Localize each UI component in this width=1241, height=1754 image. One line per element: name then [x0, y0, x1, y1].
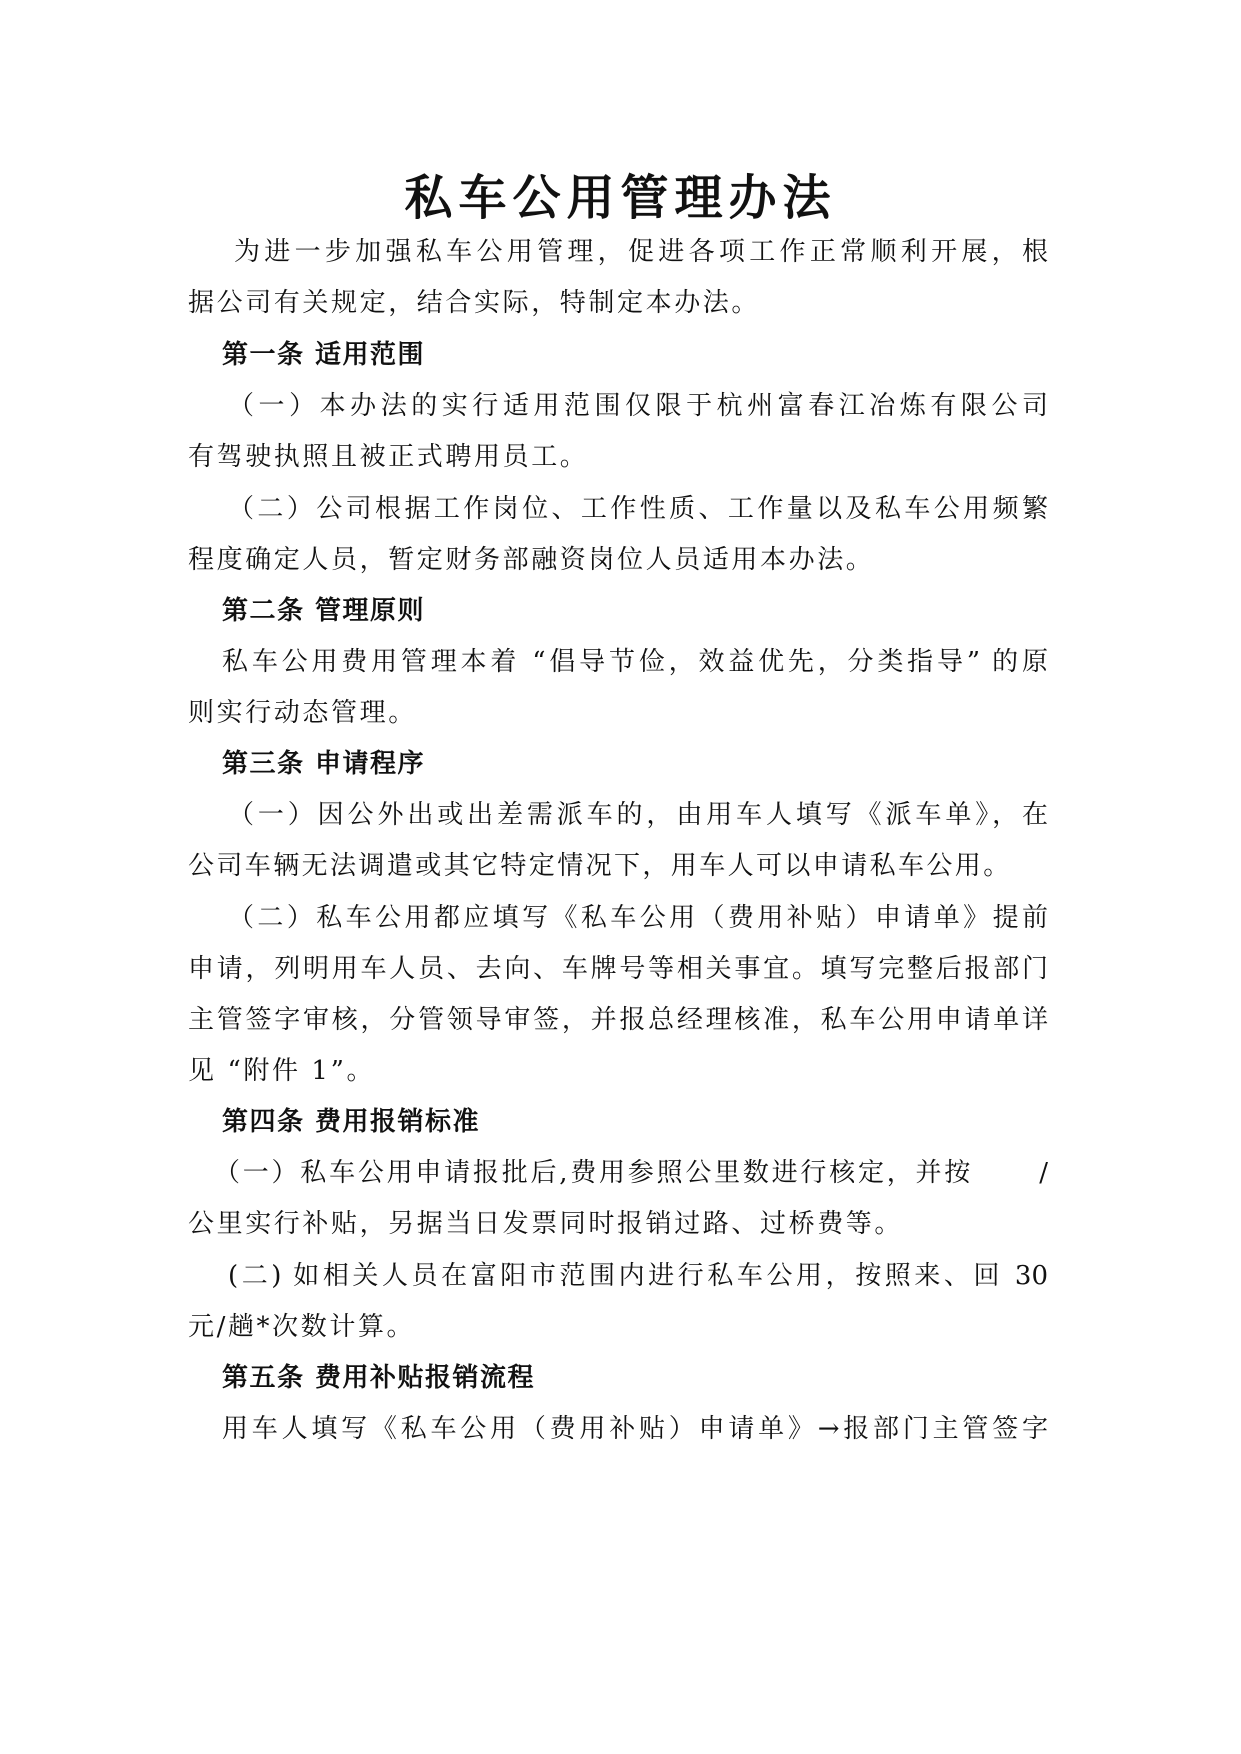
- article1-p1-line-1: （一）本办法的实行适用范围仅限于杭州富春江冶炼有限公司: [228, 391, 1048, 421]
- article4-p2-line-2: 元/趟*次数计算。: [188, 1312, 416, 1342]
- article3-p2-line-2: 申请，列明用车人员、去向、车牌号等相关事宜。填写完整后报部门: [188, 954, 1048, 984]
- article1-p2-line-1: （二）公司根据工作岗位、工作性质、工作量以及私车公用频繁: [228, 494, 1048, 524]
- article4-p1-line-2: 公里实行补贴，另据当日发票同时报销过路、过桥费等。: [188, 1209, 904, 1239]
- article1-heading: 第一条 适用范围: [222, 340, 426, 370]
- intro-line-1: 为进一步加强私车公用管理，促进各项工作正常顺利开展，根: [234, 237, 1048, 267]
- article4-p1-line-1: （一）私车公用申请报批后,费用参照公里数进行核定，并按 /: [214, 1158, 1048, 1188]
- document-title: 私车公用管理办法: [404, 170, 837, 226]
- article3-heading: 第三条 申请程序: [222, 749, 426, 779]
- intro-line-2: 据公司有关规定，结合实际，特制定本办法。: [188, 288, 761, 318]
- article2-heading: 第二条 管理原则: [222, 596, 426, 626]
- article3-p2-line-3: 主管签字审核，分管领导审签，并报总经理核准，私车公用申请单详: [188, 1005, 1048, 1035]
- article2-p1-line-2: 则实行动态管理。: [188, 698, 417, 728]
- article1-p1-line-2: 有驾驶执照且被正式聘用员工。: [188, 442, 589, 472]
- article5-p1-line-1: 用车人填写《私车公用（费用补贴）申请单》→报部门主管签字: [222, 1414, 1048, 1444]
- article3-p1-line-2: 公司车辆无法调遣或其它特定情况下，用车人可以申请私车公用。: [188, 851, 1012, 881]
- article3-p2-line-4: 见 “附件 1”。: [188, 1056, 376, 1086]
- article3-p2-line-1: （二）私车公用都应填写《私车公用（费用补贴）申请单》提前: [228, 903, 1048, 933]
- article2-p1-line-1: 私车公用费用管理本着 “倡导节俭，效益优先，分类指导” 的原: [222, 647, 1048, 677]
- article4-heading: 第四条 费用报销标准: [222, 1107, 481, 1137]
- article3-p1-line-1: （一）因公外出或出差需派车的，由用车人填写《派车单》，在: [228, 800, 1048, 830]
- article4-p2-line-1: (二) 如相关人员在富阳市范围内进行私车公用，按照来、回 30: [228, 1261, 1048, 1291]
- article1-p2-line-2: 程度确定人员，暂定财务部融资岗位人员适用本办法。: [188, 545, 875, 575]
- article5-heading: 第五条 费用补贴报销流程: [222, 1363, 536, 1393]
